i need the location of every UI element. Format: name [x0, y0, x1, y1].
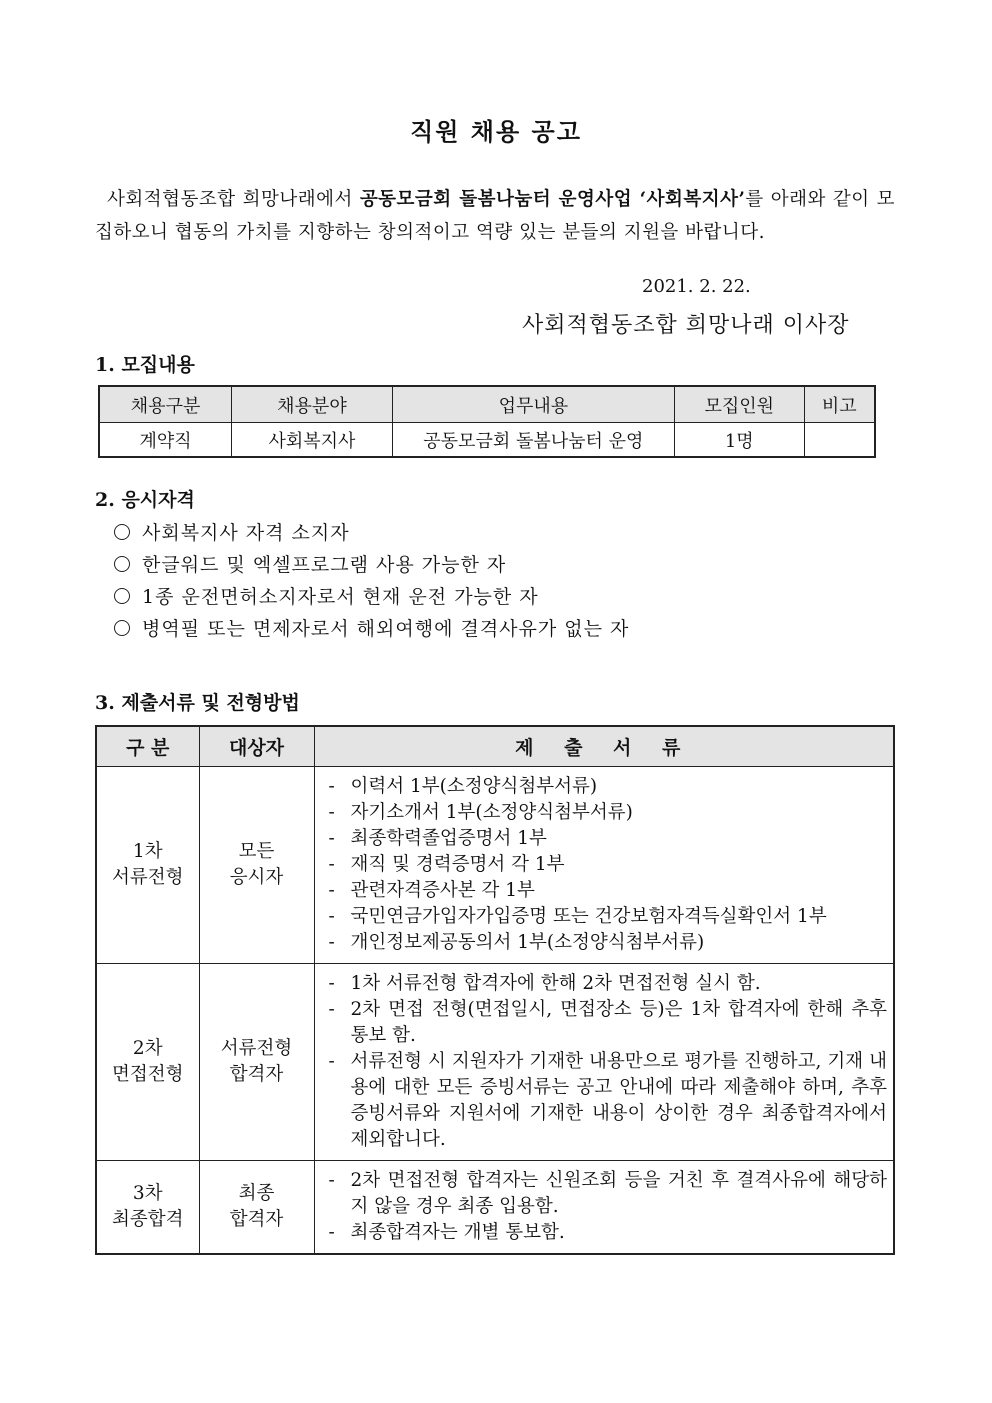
doc-item: - 관련자격증사본 각 1부 — [329, 878, 888, 904]
section-3-title: 3. 제출서류 및 전형방법 — [95, 692, 300, 714]
list-item: 사회복지사 자격 소지자 — [114, 518, 629, 550]
doc-item: - 최종학력졸업증명서 1부 — [329, 826, 888, 852]
header-cell: 채용분야 — [232, 386, 393, 423]
table-row — [96, 1161, 894, 1255]
target-cell: 서류전형 합격자 — [199, 964, 314, 1161]
issuer-org: 사회적협동조합 희망나래 이사장 — [522, 313, 850, 338]
list-item: 한글워드 및 엑셀프로그램 사용 가능한 자 — [114, 550, 629, 582]
circle-bullet-icon — [114, 620, 130, 636]
documents-cell — [314, 964, 894, 1161]
notice-date: 2021. 2. 22. — [642, 276, 751, 297]
table-cell: 사회복지사 — [232, 423, 393, 458]
documents-cell — [314, 767, 894, 964]
documents-cell — [314, 1161, 894, 1255]
stage-cell: 2차 면접전형 — [96, 964, 199, 1161]
doc-item: - 1차 서류전형 합격자에 한해 2차 면접전형 실시 함. — [329, 971, 888, 997]
section-2-title: 2. 응시자격 — [95, 489, 195, 511]
header-cell: 구 분 — [96, 726, 199, 767]
selection-process-table — [95, 725, 895, 1255]
table-header-row — [96, 726, 894, 767]
stage-cell: 3차 최종합격 — [96, 1161, 199, 1255]
header-cell: 비고 — [804, 386, 875, 423]
doc-item: - 개인정보제공동의서 1부(소정양식첨부서류) — [329, 930, 888, 956]
header-cell: 대상자 — [199, 726, 314, 767]
header-cell: 제 출 서 류 — [314, 726, 894, 767]
doc-item: - 국민연금가입자가입증명 또는 건강보험자격득실확인서 1부 — [329, 904, 888, 930]
header-cell: 업무내용 — [392, 386, 674, 423]
doc-item: - 서류전형 시 지원자가 기재한 내용만으로 평가를 진행하고, 기재 내용에 대한 모든 증빙서류는 공고 안내에 따라 제출해야 하며, 추후 증빙서류와 지원서에 기재한 내용이 상이한 경우 최종합격자에서 제외합니다. — [329, 1049, 888, 1153]
qualification-list — [114, 518, 629, 646]
table-header-row — [99, 386, 875, 423]
intro-text-1: 사회적협동조합 희망나래에서 — [107, 189, 360, 210]
intro-paragraph — [95, 183, 895, 249]
list-item: 병역필 또는 면제자로서 해외여행에 결격사유가 없는 자 — [114, 614, 629, 646]
intro-bold-text: 공동모금회 돌봄나눔터 운영사업 ‘사회복지사’ — [359, 189, 746, 210]
doc-item: - 2차 면접전형 합격자는 신원조회 등을 거친 후 결격사유에 해당하지 않을 경우 최종 입용함. — [329, 1168, 888, 1220]
table-row — [99, 423, 875, 458]
header-cell: 모집인원 — [674, 386, 804, 423]
list-item: 1종 운전면허소지자로서 현재 운전 가능한 자 — [114, 582, 629, 614]
table-cell: 공동모금회 돌봄나눔터 운영 — [392, 423, 674, 458]
circle-bullet-icon — [114, 524, 130, 540]
table-row — [96, 964, 894, 1161]
stage-cell: 1차 서류전형 — [96, 767, 199, 964]
table-cell: 1명 — [674, 423, 804, 458]
table-row — [96, 767, 894, 964]
target-cell: 최종 합격자 — [199, 1161, 314, 1255]
doc-item: - 2차 면접 전형(면접일시, 면접장소 등)은 1차 합격자에 한해 추후 통보 함. — [329, 997, 888, 1049]
recruitment-table — [98, 385, 876, 458]
circle-bullet-icon — [114, 588, 130, 604]
circle-bullet-icon — [114, 556, 130, 572]
doc-item: - 이력서 1부(소정양식첨부서류) — [329, 774, 888, 800]
intro-text-2: 를 아래와 같이 모집하오니 협동의 가치를 지향하는 창의적이고 역량 있는 분들의 지원을 바랍니다. — [95, 189, 895, 243]
doc-item: - 자기소개서 1부(소정양식첨부서류) — [329, 800, 888, 826]
table-cell — [804, 423, 875, 458]
doc-item: - 최종합격자는 개별 통보함. — [329, 1220, 888, 1246]
target-cell: 모든 응시자 — [199, 767, 314, 964]
section-1-title: 1. 모집내용 — [95, 354, 195, 376]
header-cell: 채용구분 — [99, 386, 232, 423]
table-cell: 계약직 — [99, 423, 232, 458]
page-title: 직원 채용 공고 — [410, 117, 582, 146]
doc-item: - 재직 및 경력증명서 각 1부 — [329, 852, 888, 878]
